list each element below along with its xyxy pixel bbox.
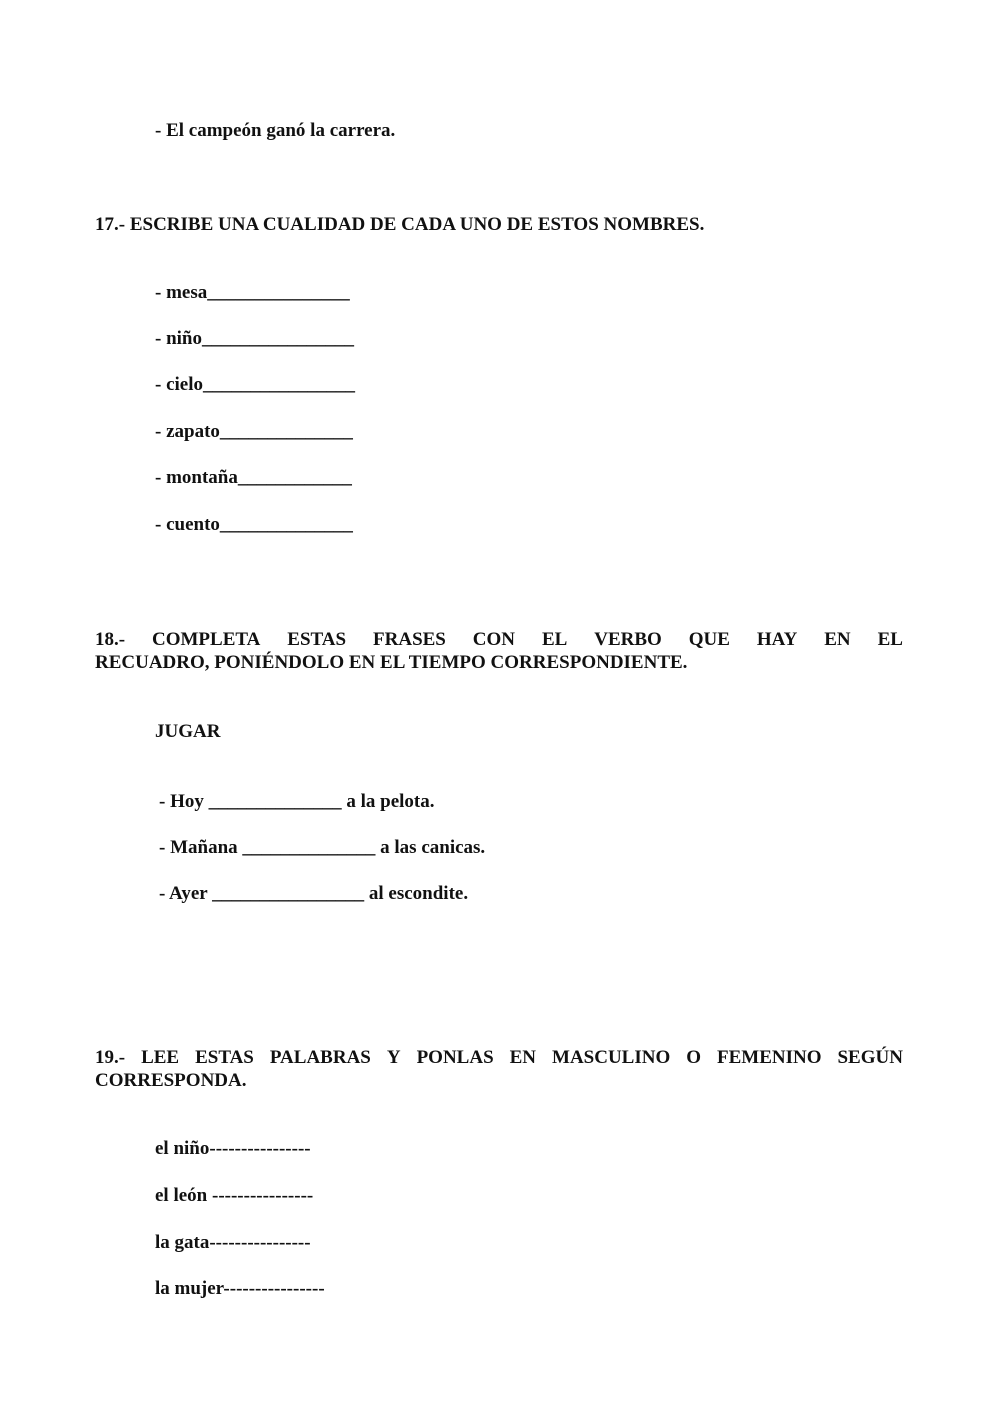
section-17-item-montana[interactable]: - montaña____________ — [155, 467, 352, 488]
section-19-item-leon[interactable]: el león ---------------- — [155, 1185, 314, 1206]
section-17-item-cuento[interactable]: - cuento______________ — [155, 514, 353, 535]
heading-word: CON — [472, 629, 516, 650]
heading-word: QUE — [688, 629, 730, 650]
section-17-item-zapato[interactable]: - zapato______________ — [155, 421, 353, 442]
heading-word: COMPLETA — [152, 629, 261, 650]
heading-word: O — [686, 1047, 702, 1068]
section-18-sentence-hoy[interactable]: - Hoy ______________ a la pelota. — [159, 791, 435, 812]
heading-word: Y — [386, 1047, 401, 1068]
heading-word: ESTAS — [287, 629, 347, 650]
heading-word: MASCULINO — [552, 1047, 671, 1068]
heading-word: FRASES — [373, 629, 446, 650]
heading-word: PALABRAS — [269, 1047, 371, 1068]
heading-word: 18.- — [95, 629, 126, 650]
section-19-item-gata[interactable]: la gata---------------- — [155, 1232, 311, 1253]
section-17-heading: 17.- ESCRIBE UNA CUALIDAD DE CADA UNO DE ESTOS NOMBRES. — [95, 214, 705, 235]
section-17-item-cielo[interactable]: - cielo________________ — [155, 374, 356, 395]
heading-word: VERBO — [594, 629, 662, 650]
section-18-sentence-ayer[interactable]: - Ayer ________________ al escondite. — [159, 883, 469, 904]
section-17-item-mesa[interactable]: - mesa_______________ — [155, 282, 350, 303]
heading-word: EL — [877, 629, 903, 650]
heading-word: EN — [824, 629, 851, 650]
section-18-heading-line-1 — [95, 628, 903, 651]
heading-word: 19.- — [95, 1047, 126, 1068]
heading-word: EL — [541, 629, 568, 650]
section-17-item-nino[interactable]: - niño________________ — [155, 328, 354, 349]
heading-word: PONLAS — [416, 1047, 494, 1068]
heading-word: ESTAS — [195, 1047, 254, 1068]
heading-word: SEGÚN — [837, 1047, 903, 1068]
section-19-heading-line-2: CORRESPONDA. — [95, 1070, 247, 1091]
section-18-verb: JUGAR — [155, 721, 221, 742]
section-19-heading-line-1 — [95, 1046, 903, 1069]
section-18-sentence-manana[interactable]: - Mañana ______________ a las canicas. — [159, 837, 486, 858]
intro-sentence: - El campeón ganó la carrera. — [155, 120, 396, 141]
section-19-item-nino[interactable]: el niño---------------- — [155, 1138, 311, 1159]
heading-word: FEMENINO — [717, 1047, 822, 1068]
section-18-heading-line-2: RECUADRO, PONIÉNDOLO EN EL TIEMPO CORRESPONDIENTE. — [95, 652, 688, 673]
heading-word: EN — [509, 1047, 537, 1068]
heading-word: LEE — [141, 1047, 180, 1068]
heading-word: HAY — [756, 629, 798, 650]
section-19-item-mujer[interactable]: la mujer---------------- — [155, 1278, 325, 1299]
